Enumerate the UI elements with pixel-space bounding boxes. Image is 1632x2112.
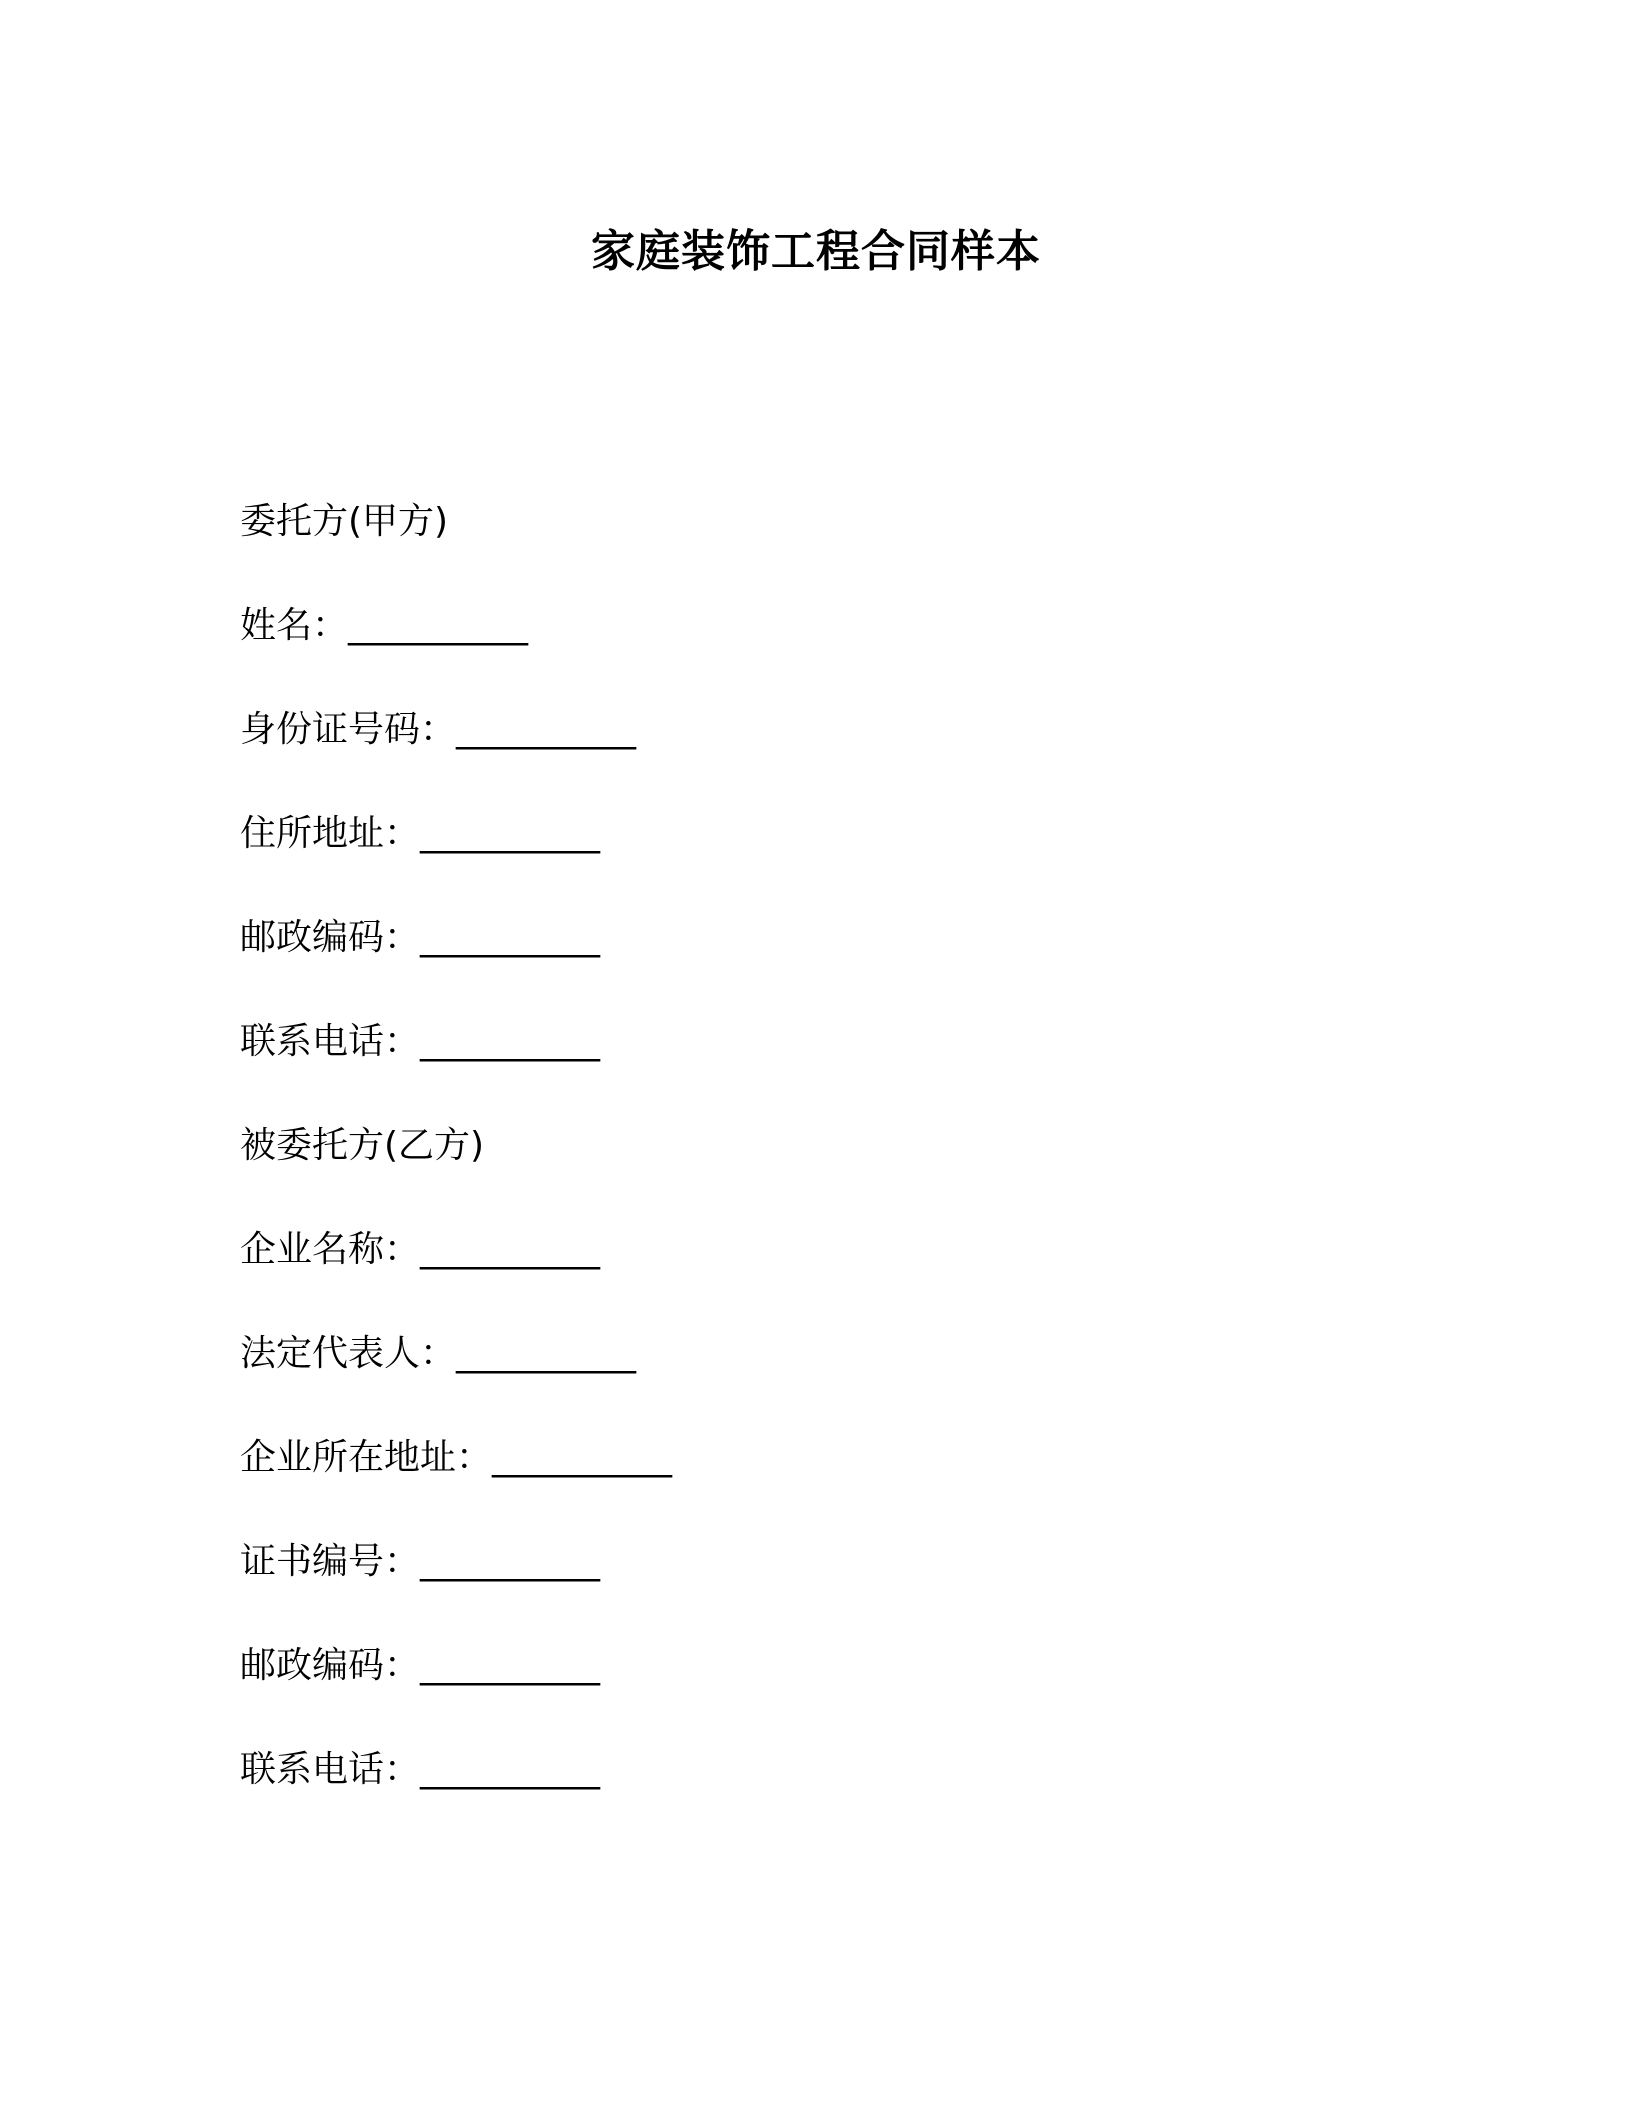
fill-blank: __________ bbox=[348, 605, 529, 646]
fill-blank: __________ bbox=[420, 1645, 601, 1686]
line-label: 证书编号： bbox=[240, 1541, 421, 1582]
fill-blank: __________ bbox=[420, 1749, 601, 1790]
line-label: 联系电话： bbox=[240, 1021, 421, 1062]
party-a-phone-line bbox=[240, 1014, 1390, 1118]
line-label: 联系电话： bbox=[240, 1749, 421, 1790]
document-title: 家庭装饰工程合同样本 bbox=[591, 226, 1041, 277]
party-b-certificate-line bbox=[240, 1534, 1390, 1638]
line-label: 委托方(甲方) bbox=[240, 501, 449, 542]
party-b-address-line bbox=[240, 1430, 1390, 1534]
fill-blank: __________ bbox=[420, 1229, 601, 1270]
line-label: 身份证号码： bbox=[240, 709, 457, 750]
party-info-section bbox=[240, 494, 1390, 1846]
party-b-postcode-line bbox=[240, 1638, 1390, 1742]
line-label: 企业所在地址： bbox=[240, 1437, 493, 1478]
line-label: 法定代表人： bbox=[240, 1333, 457, 1374]
party-b-representative-line bbox=[240, 1326, 1390, 1430]
fill-blank: __________ bbox=[420, 1021, 601, 1062]
fill-blank: __________ bbox=[420, 917, 601, 958]
party-a-postcode-line bbox=[240, 910, 1390, 1014]
party-b-heading bbox=[240, 1118, 1390, 1222]
party-a-id-line bbox=[240, 702, 1390, 806]
party-a-address-line bbox=[240, 806, 1390, 910]
fill-blank: __________ bbox=[420, 1541, 601, 1582]
line-label: 住所地址： bbox=[240, 813, 421, 854]
party-b-phone-line bbox=[240, 1742, 1390, 1846]
fill-blank: __________ bbox=[456, 1333, 637, 1374]
fill-blank: __________ bbox=[456, 709, 637, 750]
party-a-heading bbox=[240, 494, 1390, 598]
party-a-name-line bbox=[240, 598, 1390, 702]
fill-blank: __________ bbox=[492, 1437, 673, 1478]
party-b-company-line bbox=[240, 1222, 1390, 1326]
line-label: 姓名： bbox=[240, 605, 349, 646]
line-label: 邮政编码： bbox=[240, 917, 421, 958]
fill-blank: __________ bbox=[420, 813, 601, 854]
line-label: 邮政编码： bbox=[240, 1645, 421, 1686]
line-label: 被委托方(乙方) bbox=[240, 1125, 485, 1166]
line-label: 企业名称： bbox=[240, 1229, 421, 1270]
